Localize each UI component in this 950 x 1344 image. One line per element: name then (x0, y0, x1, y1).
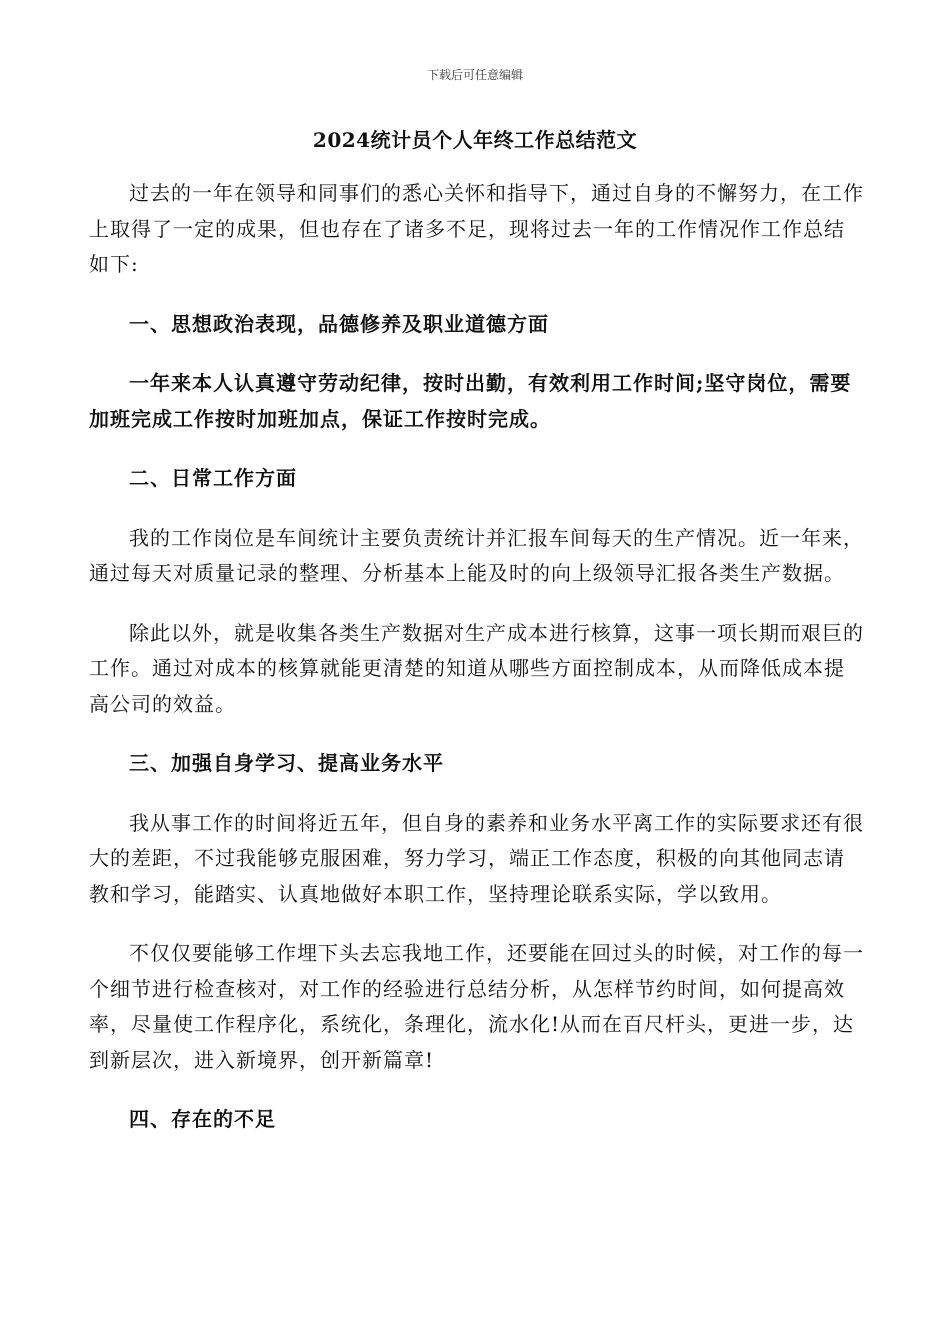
paragraph-section-3a: 我从事工作的时间将近五年，但自身的素养和业务水平离工作的实际要求还有很大的差距，不过我能够克服困难，努力学习，端正工作态度，积极的向其他同志请教和学习，能踏实、认真地做好本职工作，坚持理论联系实际，学以致用。 (89, 810, 864, 906)
document-title: 2024统计员个人年终工作总结范文 (312, 128, 638, 152)
section-heading-3: 三、加强自身学习、提高业务水平 (129, 751, 444, 775)
paragraph-section-2a: 我的工作岗位是车间统计主要负责统计并汇报车间每天的生产情况。近一年来，通过每天对质量记录的整理、分析基本上能及时的向上级领导汇报各类生产数据。 (89, 525, 864, 585)
section-heading-4: 四、存在的不足 (129, 1107, 276, 1131)
document-body (89, 176, 864, 1162)
paragraph-section-1: 一年来本人认真遵守劳动纪律，按时出勤，有效利用工作时间;坚守岗位，需要加班完成工作按时加班加点，保证工作按时完成。 (89, 371, 852, 431)
section-heading-1: 一、思想政治表现，品德修养及职业道德方面 (129, 311, 549, 336)
section-heading-2: 二、日常工作方面 (129, 466, 297, 490)
header-note: 下载后可任意编辑 (426, 68, 523, 82)
paragraph-section-3b: 不仅仅要能够工作埋下头去忘我地工作，还要能在回过头的时候，对工作的每一个细节进行检查核对，对工作的经验进行总结分析，从怎样节约时间，如何提高效率，尽量使工作程序化，系统化，条理化，流水化!从而在百尺杆头，更进一步，达到新层次，进入新境界，创开新篇章! (89, 941, 864, 1072)
paragraph-intro: 过去的一年在领导和同事们的悉心关怀和指导下，通过自身的不懈努力，在工作上取得了一定的成果，但也存在了诸多不足，现将过去一年的工作情况作工作总结如下: (89, 181, 864, 276)
paragraph-section-2b: 除此以外，就是收集各类生产数据对生产成本进行核算，这事一项长期而艰巨的工作。通过对成本的核算就能更清楚的知道从哪些方面控制成本，从而降低成本提高公司的效益。 (89, 620, 864, 716)
